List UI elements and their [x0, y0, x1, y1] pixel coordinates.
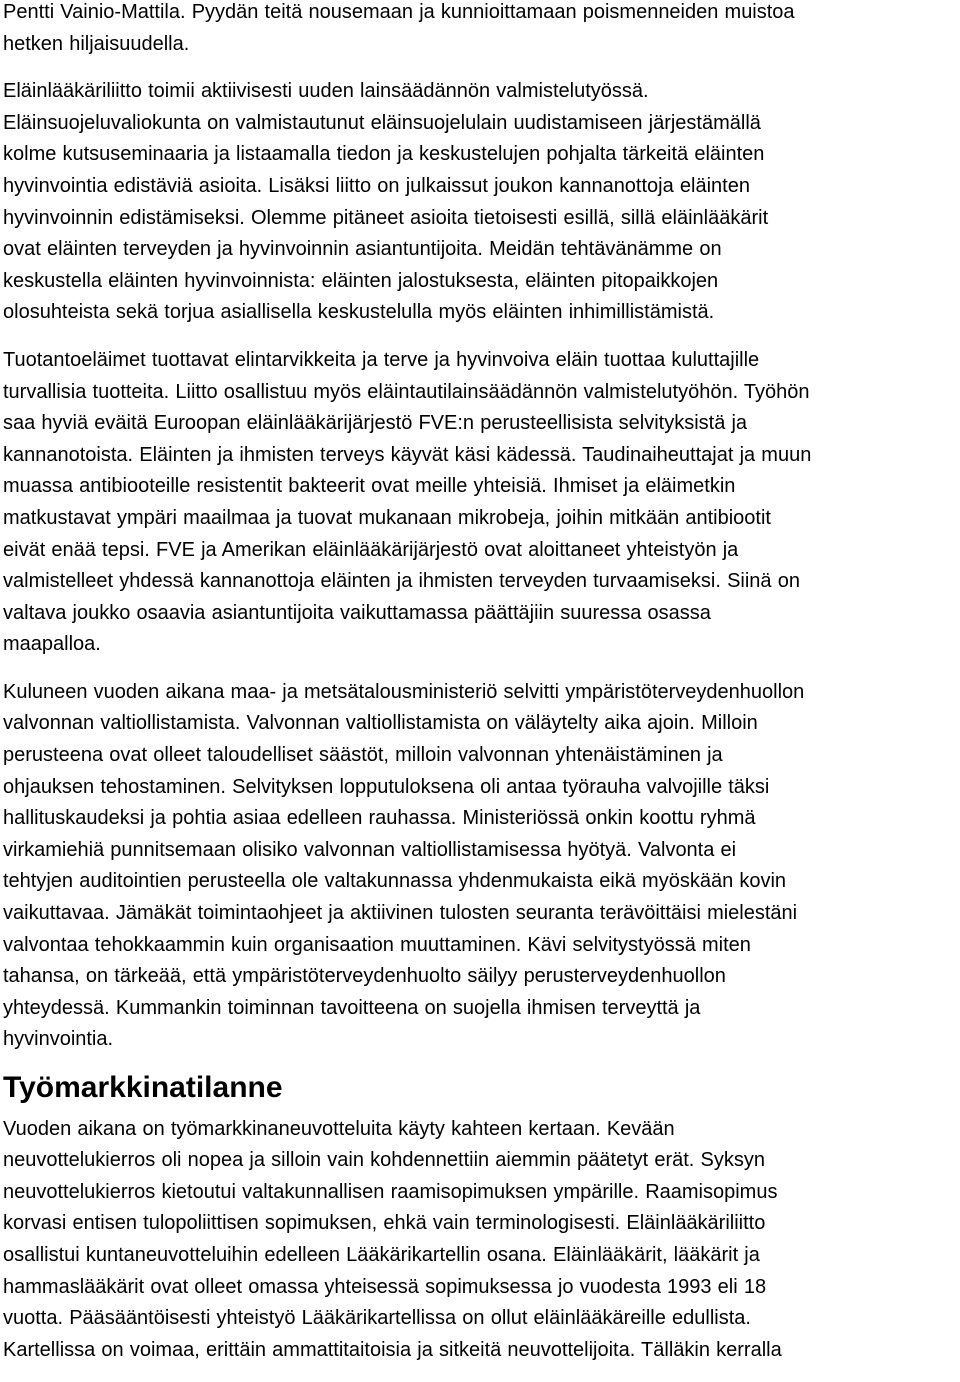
section-heading-labour-market: Työmarkkinatilanne — [3, 1071, 283, 1104]
labour-market-paragraph: Vuoden aikana on työmarkkinaneuvotteluita käyty kahteen kertaan. Kevään neuvottelukierros oli nopea ja silloin vain kohdennettiin aiemmin päätetyt erät. Syksyn neuvottelukierros kietoutui valtakunnallisen raamisopimuksen ympärille. Raamisopimus korvasi entisen tulopoliittisen sopimuksen, ehkä vain terminologisesti. Eläinlääkäriliitto osallistui kuntaneuvotteluihin edelleen Lääkärikartellin osana. Eläinlääkärit, lääkärit ja hammaslääkärit ovat olleet omassa yhteisessä sopimuksessa jo vuodesta 1993 eli 18 vuotta. Pääsääntöisesti yhteistyö Lääkärikartellissa on ollut eläinlääkäreille edullista. Kartellissa on voimaa, erittäin ammattitaitoisia ja sitkeitä neuvottelijoita. Tälläkin kerralla — [3, 1117, 782, 1361]
production-animals-paragraph: Tuotantoeläimet tuottavat elintarvikkeita ja terve ja hyvinvoiva eläin tuottaa kuluttajille turvallisia tuotteita. Liitto osallistuu myös eläintautilainsäädännön valmistelutyöhön. Työhön saa hyviä eväitä Euroopan eläinlääkärijärjestö FVE:n perusteellisista selvityksistä ja kannanotoista. Eläinten ja ihmisten terveys käyvät käsi kädessä. Taudinaiheuttajat ja muun muassa antibiooteille resistentit bakteerit ovat meille yhteisiä. Ihmiset ja eläimetkin matkustavat ympäri maailmaa ja tuovat mukanaan mikrobeja, joihin mitkään antibiootit eivät enää tepsi. FVE ja Amerikan eläinlääkärijärjestö ovat aloittaneet yhteistyön ja valmistelleet yhdessä kannanottoja eläinten ja ihmisten terveyden turvaamiseksi. Siinä on valtava joukko osaavia asiantuntijoita vaikuttamassa päättäjiin suuressa osassa maapalloa. — [3, 348, 812, 656]
intro-paragraph: Pentti Vainio-Mattila. Pyydän teitä nousemaan ja kunnioittamaan poismenneiden muistoa hetken hiljaisuudella. — [3, 1, 795, 55]
document-page — [3, 0, 959, 1382]
legislation-paragraph: Eläinlääkäriliitto toimii aktiivisesti uuden lainsäädännön valmistelutyössä. Eläinsuojeluvaliokunta on valmistautunut eläinsuojelulain uudistamiseen järjestämällä kolme kutsuseminaaria ja listaamalla tiedon ja keskustelujen pohjalta tärkeitä eläinten hyvinvointia edistäviä asioita. Lisäksi liitto on julkaissut joukon kannanottoja eläinten hyvinvoinnin edistämiseksi. Olemme pitäneet asioita tietoisesti esillä, sillä eläinlääkärit ovat eläinten terveyden ja hyvinvoinnin asiantuntijoita. Meidän tehtävänämme on keskustella eläinten hyvinvoinnista: eläinten jalostuksesta, eläinten pitopaikkojen olosuhteista sekä torjua asiallisella keskustelulla myös eläinten inhimillistämistä. — [3, 80, 769, 324]
ministry-paragraph: Kuluneen vuoden aikana maa- ja metsätalousministeriö selvitti ympäristöterveydenhuollon valvonnan valtiollistamista. Valvonnan valtiollistamista on väläytelty aika ajoin. Milloin perusteena ovat olleet taloudelliset säästöt, milloin valvonnan yhtenäistäminen ja ohjauksen tehostaminen. Selvityksen lopputuloksena oli antaa työrauha valvojille täksi hallituskaudeksi ja pohtia asiaa edelleen rauhassa. Ministeriössä onkin koottu ryhmä virkamiehiä punnitsemaan olisiko valvonnan valtiollistamisessa hyötyä. Valvonta ei tehtyjen auditointien perusteella ole valtakunnassa yhdenmukaista eikä myöskään kovin vaikuttavaa. Jämäkät toimintaohjeet ja aktiivinen tulosten seuranta terävöittäisi mielestäni valvontaa tehokkaammin kuin organisaation muuttaminen. Kävi selvitystyössä miten tahansa, on tärkeää, että ympäristöterveydenhuolto säilyy perusterveydenhuollon yhteydessä. Kummankin toiminnan tavoitteena on suojella ihmisen terveyttä ja hyvinvointia. — [3, 680, 805, 1051]
